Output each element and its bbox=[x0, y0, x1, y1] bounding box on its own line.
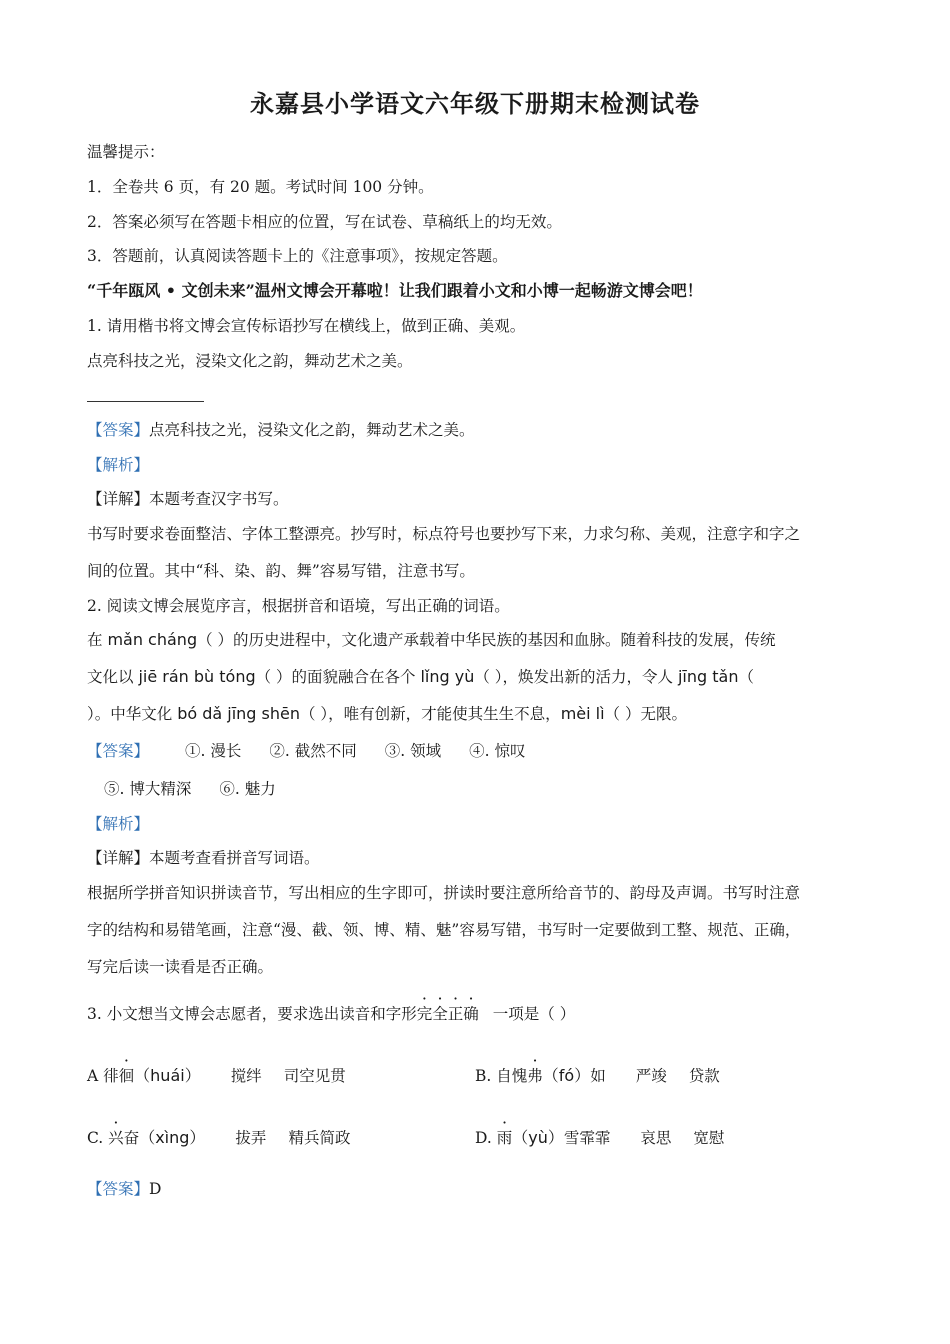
passage-text: （ bbox=[738, 668, 754, 686]
q2-answers-row bbox=[104, 779, 304, 799]
dotted-char: 雨 bbox=[496, 1129, 513, 1147]
q2-answer-item: ②. 截然不同 bbox=[269, 742, 357, 760]
answer-tag: 【答案】 bbox=[87, 421, 150, 439]
pinyin: bó dǎ jīng shēn bbox=[177, 704, 300, 723]
q3-dotted-text bbox=[417, 1005, 479, 1023]
q2-explain: 写完后读一读看是否正确。 bbox=[87, 958, 274, 976]
option-word: 司空见贯 bbox=[283, 1067, 346, 1085]
pinyin: （fó） bbox=[542, 1066, 591, 1085]
pinyin: jiē rán bù tóng bbox=[138, 667, 256, 686]
q2-explain: 字的结构和易错笔画，注意“漫、截、领、博、精、魅”容易写错，书写时一定要做到工整、规范、正确， bbox=[87, 921, 801, 939]
q2-answers-row bbox=[87, 741, 553, 761]
passage-text: 在 bbox=[87, 631, 108, 649]
option-b bbox=[475, 1066, 720, 1086]
q1-answer-blank bbox=[87, 401, 204, 402]
option-label: D. bbox=[475, 1129, 497, 1147]
dotted-char: 弗 bbox=[527, 1067, 543, 1085]
q1-detail bbox=[87, 489, 289, 509]
option-label: C. bbox=[87, 1129, 109, 1147]
q1-analysis-tag: 【解析】 bbox=[87, 456, 150, 474]
option-word: 贷款 bbox=[688, 1067, 720, 1085]
dotted-char: 确 bbox=[463, 1005, 479, 1023]
q2-answer-item: ①. 漫长 bbox=[185, 742, 242, 760]
option-a bbox=[87, 1066, 346, 1086]
q1-slogan: 点亮科技之光，浸染文化之韵，舞动艺术之美。 bbox=[87, 352, 413, 370]
page-title: 永嘉县小学语文六年级下册期末检测试卷 bbox=[250, 89, 700, 118]
q2-answer-item: ⑥. 魅力 bbox=[219, 780, 276, 798]
dotted-char: 全 bbox=[432, 1005, 448, 1023]
q1-question: 1. 请用楷书将文博会宣传标语抄写在横线上，做到正确、美观。 bbox=[87, 317, 526, 335]
option-d bbox=[475, 1128, 724, 1148]
q1-explain: 间的位置。其中“科、染、韵、舞”容易写错，注意书写。 bbox=[87, 562, 475, 580]
tip-item: 2．答案必须写在答题卡相应的位置，写在试卷、草稿纸上的均无效。 bbox=[87, 213, 562, 231]
q2-question: 2. 阅读文博会展览序言，根据拼音和语境，写出正确的词语。 bbox=[87, 597, 510, 615]
tip-item: 1．全卷共 6 页，有 20 题。考试时间 100 分钟。 bbox=[87, 178, 434, 196]
q3-question bbox=[87, 1004, 575, 1024]
option-label: A bbox=[87, 1067, 104, 1085]
q1-answer-text: 点亮科技之光，浸染文化之韵，舞动艺术之美。 bbox=[149, 421, 475, 439]
option-text: 雪霏霏 bbox=[563, 1129, 611, 1147]
q2-answer-item: ⑤. 博大精深 bbox=[104, 780, 192, 798]
option-word: 精兵简政 bbox=[288, 1129, 351, 1147]
option-word: 拔弄 bbox=[235, 1129, 267, 1147]
dotted-char: 正 bbox=[447, 1005, 464, 1023]
passage-text: （ ）的历史进程中，文化遗产承载着中华民族的基因和血脉。随着科技的发展，传统 bbox=[197, 631, 776, 649]
passage-text: ）。中华文化 bbox=[87, 705, 178, 723]
option-word: 哀思 bbox=[640, 1129, 672, 1147]
pinyin: jīng tǎn bbox=[677, 667, 739, 686]
option-text: 奋 bbox=[123, 1129, 140, 1147]
passage-text: （ ）无限。 bbox=[604, 705, 687, 723]
pinyin: （xìng） bbox=[139, 1128, 206, 1147]
detail-tag: 【详解】 bbox=[87, 490, 150, 508]
dotted-char: 兴 bbox=[108, 1129, 124, 1147]
answer-tag: 【答案】 bbox=[87, 1180, 150, 1198]
q2-answer-item: ④. 惊叹 bbox=[469, 742, 526, 760]
q2-explain: 根据所学拼音知识拼读音节，写出相应的生字即可，拼读时要注意所给音节的、韵母及声调。书写时注意 bbox=[87, 884, 801, 902]
option-text: 徘 bbox=[103, 1067, 119, 1085]
option-text: 如 bbox=[590, 1067, 606, 1085]
dotted-char: 徊 bbox=[118, 1067, 135, 1085]
passage-text: （ ），焕发出新的活力，令人 bbox=[474, 668, 678, 686]
pinyin: （huái） bbox=[134, 1066, 201, 1085]
pinyin: mǎn cháng bbox=[107, 630, 198, 649]
q2-detail-text: 本题考查看拼音写词语。 bbox=[149, 849, 320, 867]
pinyin: lǐng yù bbox=[420, 667, 475, 686]
q2-passage-line bbox=[87, 704, 687, 724]
answer-tag: 【答案】 bbox=[87, 742, 150, 760]
q2-answer-item: ③. 领域 bbox=[384, 742, 442, 760]
option-word: 严竣 bbox=[635, 1067, 667, 1085]
q1-detail-text: 本题考查汉字书写。 bbox=[149, 490, 289, 508]
detail-tag: 【详解】 bbox=[87, 849, 150, 867]
intro-text: “千年瓯风 • 文创未来”温州文博会开幕啦！让我们跟着小文和小博一起畅游文博会吧！ bbox=[87, 281, 703, 300]
q3-answer bbox=[87, 1179, 161, 1199]
q1-answer bbox=[87, 420, 475, 440]
q2-passage-line bbox=[87, 667, 754, 687]
question-text: 一项是（ ） bbox=[492, 1005, 576, 1023]
passage-text: 文化以 bbox=[87, 668, 139, 686]
passage-text: （ ）的面貌融合在各个 bbox=[255, 668, 421, 686]
option-word: 搅绊 bbox=[230, 1067, 262, 1085]
question-text: 3. 小文想当文博会志愿者，要求选出读音和字形 bbox=[87, 1005, 417, 1023]
pinyin: mèi lì bbox=[560, 704, 605, 723]
q2-detail bbox=[87, 848, 320, 868]
q2-passage-line bbox=[87, 630, 776, 650]
pinyin: （yù） bbox=[512, 1128, 564, 1147]
option-label: B. 自愧 bbox=[475, 1067, 528, 1085]
q1-explain: 书写时要求卷面整洁、字体工整漂亮。抄写时，标点符号也要抄写下来，力求匀称、美观，注意字和字之 bbox=[87, 525, 801, 543]
q3-answer-text: D bbox=[149, 1180, 162, 1198]
passage-text: （ ），唯有创新，才能使其生生不息， bbox=[300, 705, 561, 723]
tips-heading: 温馨提示： bbox=[87, 143, 165, 161]
option-word: 宽慰 bbox=[693, 1129, 725, 1147]
dotted-char: 完 bbox=[416, 1005, 433, 1023]
tip-item: 3．答题前，认真阅读答题卡上的《注意事项》，按规定答题。 bbox=[87, 247, 508, 265]
option-c bbox=[87, 1128, 350, 1148]
q2-analysis-tag: 【解析】 bbox=[87, 815, 150, 833]
